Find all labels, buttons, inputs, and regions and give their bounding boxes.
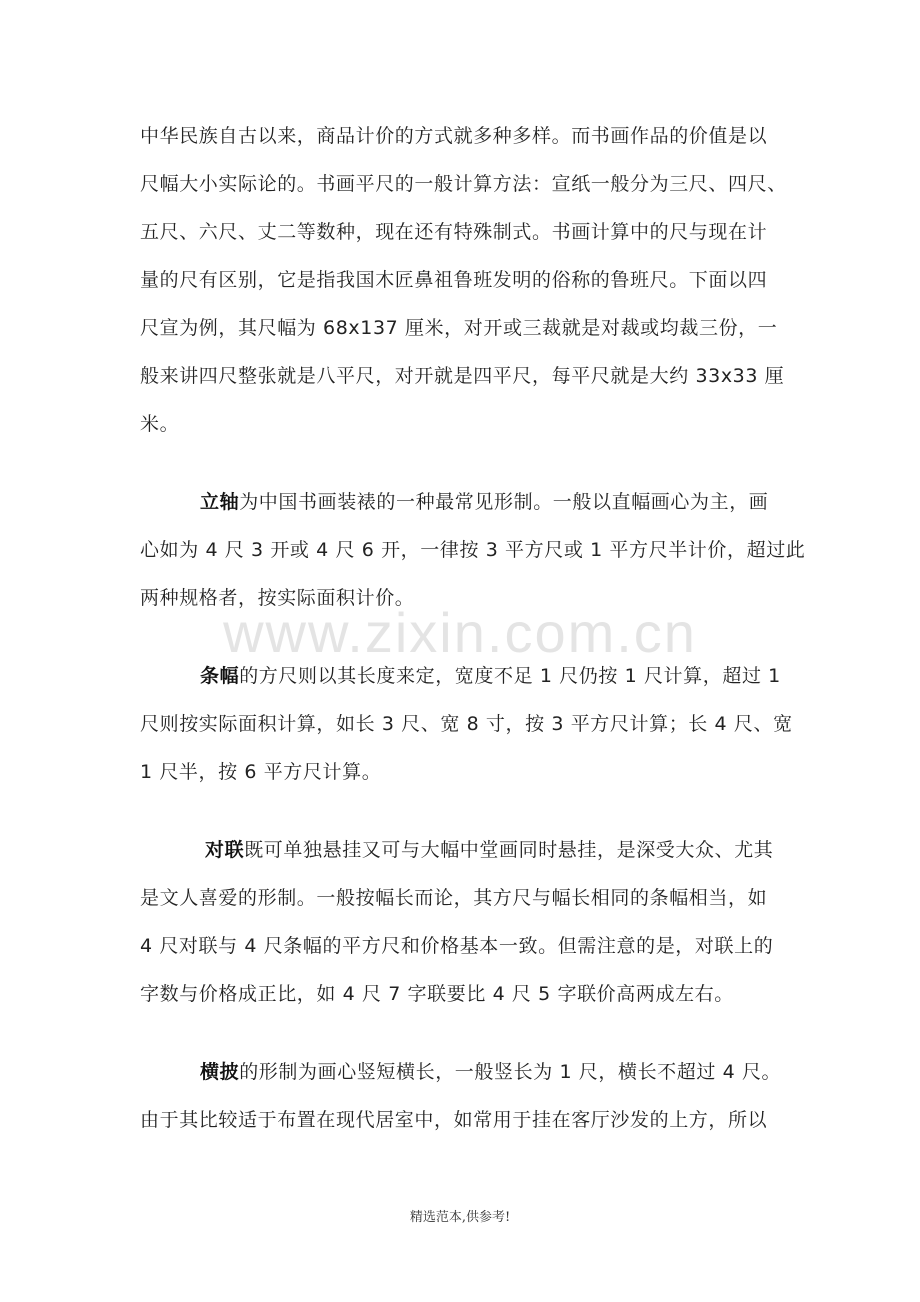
body-text: 为中国书画装裱的一种最常见形制。一般以直幅画心为主，画 xyxy=(239,491,769,513)
page-footer: 精选范本,供参考! xyxy=(409,1210,511,1225)
body-text-line: 五尺、六尺、丈二等数种，现在还有特殊制式。书画计算中的尺与现在计 xyxy=(140,221,768,243)
watermark: www.zixin.com.cn xyxy=(223,601,697,664)
body-text: 的形制为画心竖短横长，一般竖长为 1 尺，横长不超过 4 尺。 xyxy=(239,1061,782,1083)
body-text-line: 米。 xyxy=(140,413,180,435)
body-text-line: 是文人喜爱的形制。一般按幅长而论，其方尺与幅长相同的条幅相当，如 xyxy=(140,887,768,909)
body-text-line: 字数与价格成正比，如 4 尺 7 字联要比 4 尺 5 字联价高两成左右。 xyxy=(140,983,734,1005)
body-text-line: 心如为 4 尺 3 开或 4 尺 6 开，一律按 3 平方尺或 1 平方尺半计价，超过此 xyxy=(140,539,806,561)
body-text: 既可单独悬挂又可与大幅中堂画同时悬挂，是深受大众、尤其 xyxy=(244,839,774,861)
paragraph-first-line xyxy=(200,662,800,690)
body-text-line: 尺宣为例，其尺幅为 68x137 厘米，对开或三裁就是对裁或均裁三份，一 xyxy=(140,317,778,339)
body-text-line: 4 尺对联与 4 尺条幅的平方尺和价格基本一致。但需注意的是，对联上的 xyxy=(140,935,774,957)
paragraph-first-line xyxy=(200,1058,800,1086)
term-heading: 对联 xyxy=(205,839,245,861)
body-text: 的方尺则以其长度来定，宽度不足 1 尺仍按 1 尺计算，超过 1 xyxy=(239,665,781,687)
body-text-line: 两种规格者，按实际面积计价。 xyxy=(140,587,415,609)
body-text-line: 尺幅大小实际论的。书画平尺的一般计算方法：宣纸一般分为三尺、四尺、 xyxy=(140,173,787,195)
term-heading: 横披 xyxy=(200,1061,240,1083)
term-heading: 条幅 xyxy=(200,665,240,687)
body-text-line: 1 尺半，按 6 平方尺计算。 xyxy=(140,761,382,783)
body-text-line: 中华民族自古以来，商品计价的方式就多种多样。而书画作品的价值是以 xyxy=(140,125,768,147)
term-heading: 立轴 xyxy=(200,491,240,513)
body-text-line: 般来讲四尺整张就是八平尺，对开就是四平尺，每平尺就是大约 33x33 厘 xyxy=(140,365,785,387)
paragraph-first-line xyxy=(205,836,800,864)
body-text-line: 由于其比较适于布置在现代居室中，如常用于挂在客厅沙发的上方，所以 xyxy=(140,1109,768,1131)
body-text-line: 尺则按实际面积计算，如长 3 尺、宽 8 寸，按 3 平方尺计算；长 4 尺、宽 xyxy=(140,713,793,735)
paragraph-first-line xyxy=(200,488,800,516)
body-text-line: 量的尺有区别，它是指我国木匠鼻祖鲁班发明的俗称的鲁班尺。下面以四 xyxy=(140,269,768,291)
